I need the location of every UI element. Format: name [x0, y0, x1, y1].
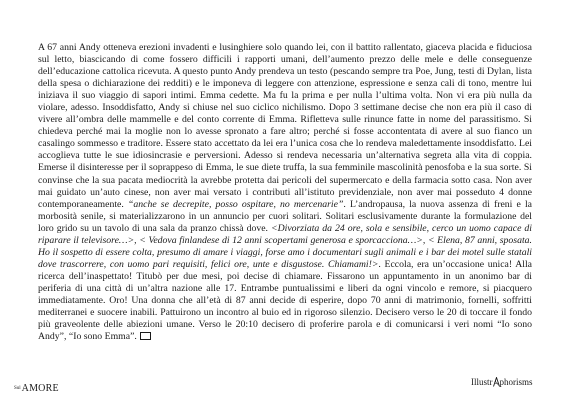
paragraph-part-3: . Eccola, era un’occasione unica! Alla ricerca dell’inaspettato! Titubò per due mesi, poi decise di chiamare. Fissarono un appuntamento in un anonimo bar di periferia di una città di un’altra nazione alle 17. Entrambe puntualissimi e liberi da ogni vincolo e remore, si piacquero immediatamente. Oro! Una donna che all’età di 87 anni decide di esperire, dopo 70 anni di matrimonio, fornelli, soffritti mediterranei e suocere inabili. Pattuirono un incontro al buio ed in rigoroso silenzio. Decisero verso le 20 di toccare il fondo più graveolente delle abiezioni umane. Verso le 20:10 decisero di proferire parola e di comunicarsi i veri nomi “Io sono Andy”, “Io sono Emma”.: [38, 258, 532, 343]
quote-personal-ads: <Divorziata da 24 ore, sola e sensibile, cerco un uomo capace di riparare il televisore…>, < Vedova finlandese di 12 anni scopertami generosa e sporcacciona…>, < Elena, 87 anni, sposata. Ho il sospetto di essere colta, presumo di amare i viaggi, forse amo i documentari sugli animali e i bar dei motel sulle statali dove trascorrere, con uomo pari requisiti, felici ore, unte e disgustose. Chiamami!>: [38, 222, 533, 270]
quote-ad-text: “anche se decrepite, posso ospitare, no mercenarie”: [127, 198, 344, 210]
footer-section-prefix: Sul: [14, 386, 21, 391]
paragraph-part-2: . L’andropausa, la nuova assenza di freni e la morbosità senile, si materializzarono in un annuncio per cuori solitari. Solitari esclusivamente durante la formulazione del loro grido su un tavolo di una sala da pranzo chissà dove.: [38, 198, 532, 234]
footer-brand-part2: phorisms: [499, 377, 533, 387]
brand-logo-icon: [493, 377, 500, 387]
footer-section-title: [14, 378, 59, 396]
end-of-article-mark: [140, 332, 151, 340]
footer-brand-part1: Illustr: [471, 377, 493, 387]
article-body: [38, 42, 532, 343]
footer-brand: [471, 377, 533, 387]
footer-section-name: AMORE: [21, 383, 59, 394]
paragraph-part-1: A 67 anni Andy otteneva erezioni invadenti e lusinghiere solo quando lei, con il battito rallentato, giaceva placida e fiduciosa sul letto, biascicando di come fossero difficili i rapporti umani, dell’aumento prezzo delle mele e delle conseguenze dell’educazione cattolica ricevuta. A questo punto Andy prendeva un testo (pescando sempre tra Poe, Jung, testi di Dylan, lista della spesa o dichiarazione dei redditi) e le imponeva di leggere con attenzione, espressione e senza cali di tono, mentre lui iniziava il suo viaggio di sapori intimi. Emma cedette. Ma fu la prima e per nulla l’ultima volta. Non vi era più nulla da violare, adesso. Insoddisfatto, Andy si chiuse nel suo ciclico nichilismo. Dopo 3 settimane decise che non era più il caso di vivere all’ombra delle mammelle e del conto corrente di Emma. Rifletteva sulle rinunce fatte in nome del parassitismo. Si chiedeva perché mai la moglie non lo avesse spronato a fare altro; perché si fosse accontentata di avere al suo fianco un casalingo sommesso e traditore. Essere stato accettato da lei era l’unica cosa che lo rendeva maledettamente insoddisfatto. Lei accoglieva tutte le sue idiosincrasie e perversioni. Adesso si rendeva necessaria un’alternativa segreta alla vita di coppia. Emerse il disinteresse per il soprappeso di Emma, le sue diete truffa, la sua femminile mascolinità penosfoba e la sua sorte. Si convinse che la sua pacata mediocrità la avrebbe protetta dai pericoli del supermercato e della farmacia sotto casa. Non aver mai guidato un’auto cinese, non aver mai versato i contributi all’istituto previdenziale, non aver mai posseduto 4 donne contemporaneamente.: [38, 42, 532, 210]
